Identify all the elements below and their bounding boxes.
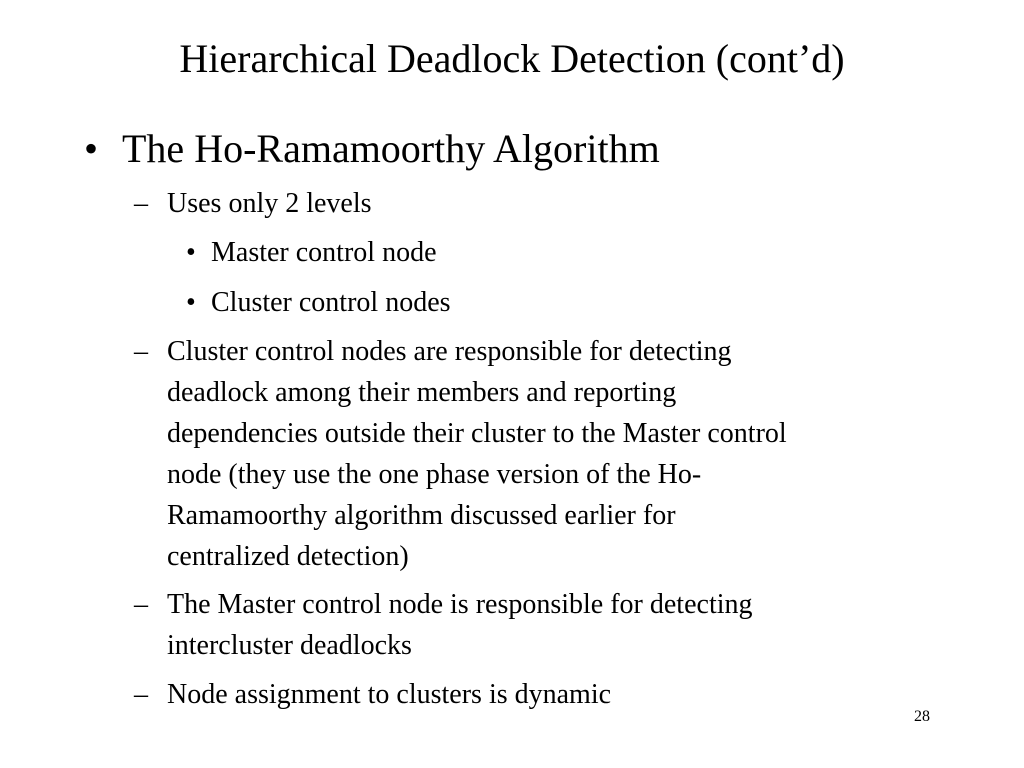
dash-marker: – [134,336,148,367]
text-line: node (they use the one phase version of the Ho- [167,459,702,490]
text-line: Cluster control nodes are responsible for detecting [167,336,732,367]
text-line: deadlock among their members and reporting [167,377,677,408]
subitem-text: Node assignment to clusters is dynamic [167,679,612,710]
text-line: dependencies outside their cluster to the Master control [167,418,787,449]
bullet-text: The Ho-Ramamoorthy Algorithm [122,126,660,171]
text-line: centralized detection) [167,541,409,572]
dash-marker: – [134,679,148,710]
dash-marker: – [134,188,148,219]
slide-title: Hierarchical Deadlock Detection (cont’d) [179,36,845,81]
dash-marker: – [134,589,148,620]
subsubitem-text: Cluster control nodes [211,287,451,318]
page-number: 28 [914,708,930,725]
text-line: The Master control node is responsible for detecting [167,589,753,620]
text-line: Ramamoorthy algorithm discussed earlier for [167,500,676,531]
subsubitem-text: Master control node [211,237,437,268]
dot-marker: • [186,237,196,268]
subitem-text: Uses only 2 levels [167,188,372,219]
dot-marker: • [186,287,196,318]
bullet-marker: • [84,126,99,171]
text-line: intercluster deadlocks [167,630,412,661]
